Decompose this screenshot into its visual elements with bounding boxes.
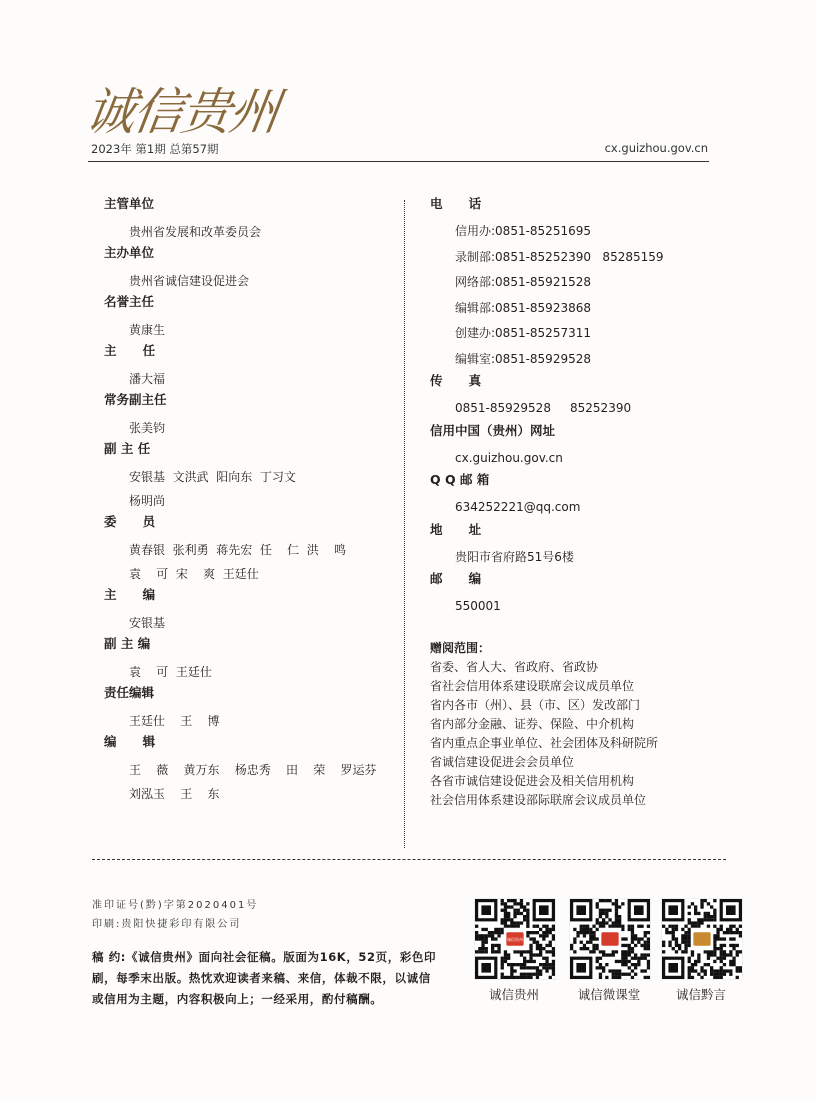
- staff-value: 安银基: [129, 616, 166, 630]
- staff-value: 黄康生: [129, 323, 166, 337]
- phone-number: 创建办:0851-85257311: [455, 326, 591, 340]
- contact-entry: [430, 570, 720, 620]
- qr-label: 诚信微课堂: [577, 987, 641, 1002]
- distribution-item: 省内重点企事业单位、社会团体及科研院所: [430, 736, 659, 750]
- contact-entry: [430, 521, 720, 571]
- header-divider: [88, 161, 709, 162]
- contact-column: [430, 195, 720, 620]
- distribution-item: 省内各市（州）、县（市、区）发改部门: [430, 698, 641, 712]
- phone-number: 信用办:0851-85251695: [455, 224, 591, 238]
- distribution-item: 各省市诚信建设促进会及相关信用机构: [430, 774, 635, 788]
- contact-label: 邮 编: [430, 571, 482, 586]
- qr-code[interactable]: [661, 898, 743, 980]
- staff-entry: [104, 635, 394, 684]
- distribution-item: 省委、省人大、省政府、省政协: [430, 660, 599, 674]
- staff-entry: [104, 440, 394, 513]
- staff-label: 副 主 编: [104, 636, 151, 651]
- column-divider: [404, 200, 405, 848]
- staff-entry: [104, 342, 394, 391]
- qr-badge-text: 诚信贵州: [507, 937, 523, 943]
- staff-label: 副 主 任: [104, 441, 151, 456]
- staff-entry: [104, 244, 394, 293]
- phone-number: 网络部:0851-85921528: [455, 275, 591, 289]
- staff-value: 袁 可 王廷仕: [129, 665, 212, 679]
- staff-label: 主 任: [104, 343, 156, 358]
- email-link[interactable]: 634252221@qq.com: [455, 500, 581, 514]
- staff-value: 贵州省发展和改革委员会: [129, 225, 262, 239]
- qr-label: 诚信黔言: [675, 987, 726, 1002]
- magazine-logo: 诚信贵州: [81, 83, 282, 141]
- contact-entry: [430, 422, 720, 472]
- staff-entry: [104, 513, 394, 586]
- staff-value: 贵州省诚信建设促进会: [129, 274, 250, 288]
- staff-value: 潘大福: [129, 372, 166, 386]
- staff-label: 编 辑: [104, 734, 156, 749]
- distribution-item: 省内部分金融、证券、保险、中介机构: [430, 717, 635, 731]
- staff-label: 责任编辑: [104, 685, 155, 700]
- issue-info: 2023年 第1期 总第57期: [91, 142, 219, 156]
- address: 贵阳市省府路51号6楼: [455, 549, 574, 564]
- staff-entry: [104, 733, 394, 806]
- distribution-title: 赠阅范围：: [430, 641, 491, 655]
- contact-label: 信用中国（贵州）网址: [430, 422, 556, 438]
- printer-info: 印刷:贵阳快捷彩印有限公司: [92, 919, 242, 930]
- qr-code[interactable]: [569, 898, 651, 980]
- staff-label: 主办单位: [104, 245, 155, 260]
- website-link[interactable]: cx.guizhou.gov.cn: [455, 450, 563, 465]
- staff-value: 王 薇 黄万东 杨忠秀 田 荣 罗运芬: [129, 763, 377, 777]
- staff-entry: [104, 195, 394, 244]
- staff-value: 杨明尚: [129, 494, 166, 508]
- contact-label: 电 话: [430, 196, 482, 211]
- postcode: 550001: [455, 599, 501, 613]
- footer-divider: [92, 859, 726, 860]
- phone-number: 编辑室:0851-85929528: [455, 351, 591, 366]
- staff-value: 袁 可 宋 爽 王廷仕: [129, 567, 259, 581]
- submission-note: 稿 约:《诚信贵州》面向社会征稿。版面为16K，52页，彩色印刷，每季末出版。热忱欢迎读者来稿、来信，体裁不限，以诚信或信用为主题，内容积极向上；一经采用，酌付稿酬。: [92, 950, 437, 1006]
- distribution-item: 省诚信建设促进会会员单位: [430, 755, 575, 769]
- fax-number: 0851-85929528 85252390: [455, 401, 632, 415]
- distribution-item: 省社会信用体系建设联席会议成员单位: [430, 679, 635, 693]
- phone-number: 编辑部:0851-85923868: [455, 300, 591, 315]
- staff-entry: [104, 684, 394, 733]
- staff-label: 主 编: [104, 587, 156, 602]
- staff-value: 张美钧: [129, 421, 166, 435]
- staff-entry: [104, 391, 394, 440]
- print-permit: 准印证号(黔)字第2020401号: [92, 900, 259, 911]
- staff-value: 王廷仕 王 博: [129, 714, 220, 728]
- contact-entry: [430, 195, 720, 372]
- staff-column: [104, 195, 394, 806]
- contact-entry: [430, 372, 720, 422]
- contact-label: Q Q 邮 箱: [430, 472, 490, 487]
- qr-pattern: [662, 899, 742, 979]
- qr-code[interactable]: [474, 898, 556, 980]
- qr-pattern: [475, 899, 555, 979]
- contact-label: 传 真: [430, 373, 482, 388]
- staff-entry: [104, 586, 394, 635]
- header-website[interactable]: cx.guizhou.gov.cn: [604, 141, 708, 155]
- contact-entry: [430, 471, 720, 521]
- phone-number: 录制部:0851-85252390 85285159: [455, 249, 664, 264]
- distribution-item: 社会信用体系建设部际联席会议成员单位: [430, 793, 647, 807]
- qr-label: 诚信贵州: [488, 987, 539, 1002]
- staff-label: 名誉主任: [104, 294, 155, 309]
- staff-label: 主管单位: [104, 196, 155, 211]
- distribution-list: [430, 638, 730, 810]
- qr-pattern: [570, 899, 650, 979]
- qr-logo-icon: [601, 932, 618, 945]
- staff-entry: [104, 293, 394, 342]
- qr-logo-icon: [693, 932, 710, 945]
- staff-value: 刘泓玉 王 东: [129, 787, 220, 801]
- staff-label: 常务副主任: [104, 392, 167, 407]
- staff-value: 安银基 文洪武 阳向东 丁习文: [129, 470, 296, 484]
- staff-label: 委 员: [104, 514, 156, 529]
- contact-label: 地 址: [430, 521, 482, 537]
- staff-value: 黄春银 张利勇 蒋先宏 任 仁 洪 鸣: [129, 543, 347, 557]
